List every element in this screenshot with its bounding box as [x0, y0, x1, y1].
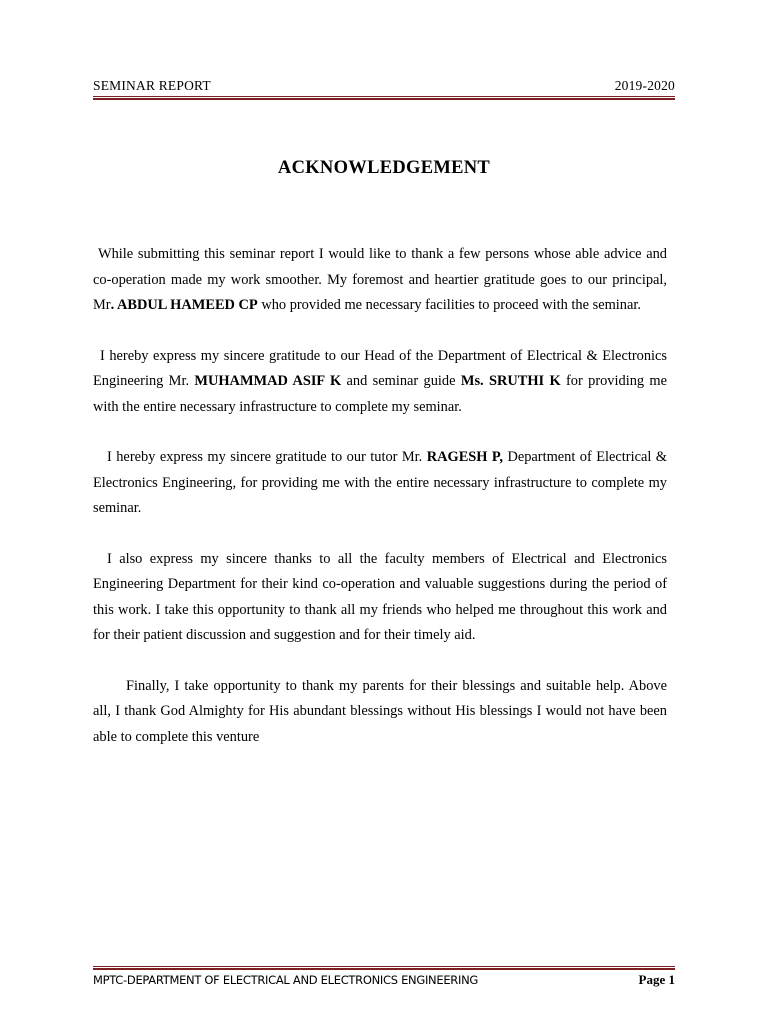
- paragraph-2-text-b: and seminar guide: [341, 373, 461, 389]
- page-header: [93, 78, 675, 94]
- footer-rule: [93, 966, 675, 970]
- header-year: 2019-2020: [614, 78, 675, 93]
- header-left-title: SEMINAR REPORT: [93, 78, 211, 93]
- footer-department: MPTC-DEPARTMENT OF ELECTRICAL AND ELECTRONICS ENGINEERING: [93, 973, 478, 987]
- paragraph-3: [93, 445, 667, 522]
- paragraph-1: [93, 242, 667, 319]
- paragraph-1-text-a: While submitting this seminar report I would like to thank a few persons whose able advice and co-operation made my work smoother. My foremost and heartier gratitude goes to our principal, Mr: [93, 246, 667, 313]
- hod-name: MUHAMMAD ASIF K: [194, 373, 342, 389]
- tutor-name: RAGESH P,: [426, 449, 503, 465]
- page-number: Page 1: [638, 972, 675, 987]
- paragraph-5: Finally, I take opportunity to thank my parents for their blessings and suitable help. Above all, I thank God Almighty for His abundant blessings without His blessings I would not have been able to complete this venture: [93, 677, 667, 745]
- paragraph-1-text-b: who provided me necessary facilities to proceed with the seminar.: [257, 297, 641, 313]
- paragraph-2-text-c: for providing me with the entire necessary infrastructure to complete my seminar.: [93, 373, 668, 415]
- acknowledgement-body: [93, 242, 667, 775]
- paragraph-4: I also express my sincere thanks to all the faculty members of Electrical and Electronics Engineering Department for their kind co-operation and valuable suggestions during the period of this work. I take this opportunity to thank all my friends who helped me throughout this work and for their patient discussion and suggestion and for their timely aid.: [93, 550, 667, 643]
- paragraph-3-text-a: I hereby express my sincere gratitude to our tutor Mr.: [107, 449, 427, 465]
- paragraph-3-text-b: Department of Electrical & Electronics Engineering, for providing me with the entire necessary infrastructure to complete my seminar.: [93, 449, 667, 516]
- guide-name: Ms. SRUTHI K: [460, 373, 561, 389]
- principal-name: . ABDUL HAMEED CP: [110, 297, 258, 313]
- paragraph-2: [93, 344, 667, 421]
- page-footer: [93, 972, 675, 988]
- page-title: ACKNOWLEDGEMENT: [277, 158, 491, 178]
- header-rule: [93, 96, 675, 100]
- paragraph-2-text-a: I hereby express my sincere gratitude to our Head of the Department of Electrical & Electronics Engineering Mr.: [93, 347, 667, 389]
